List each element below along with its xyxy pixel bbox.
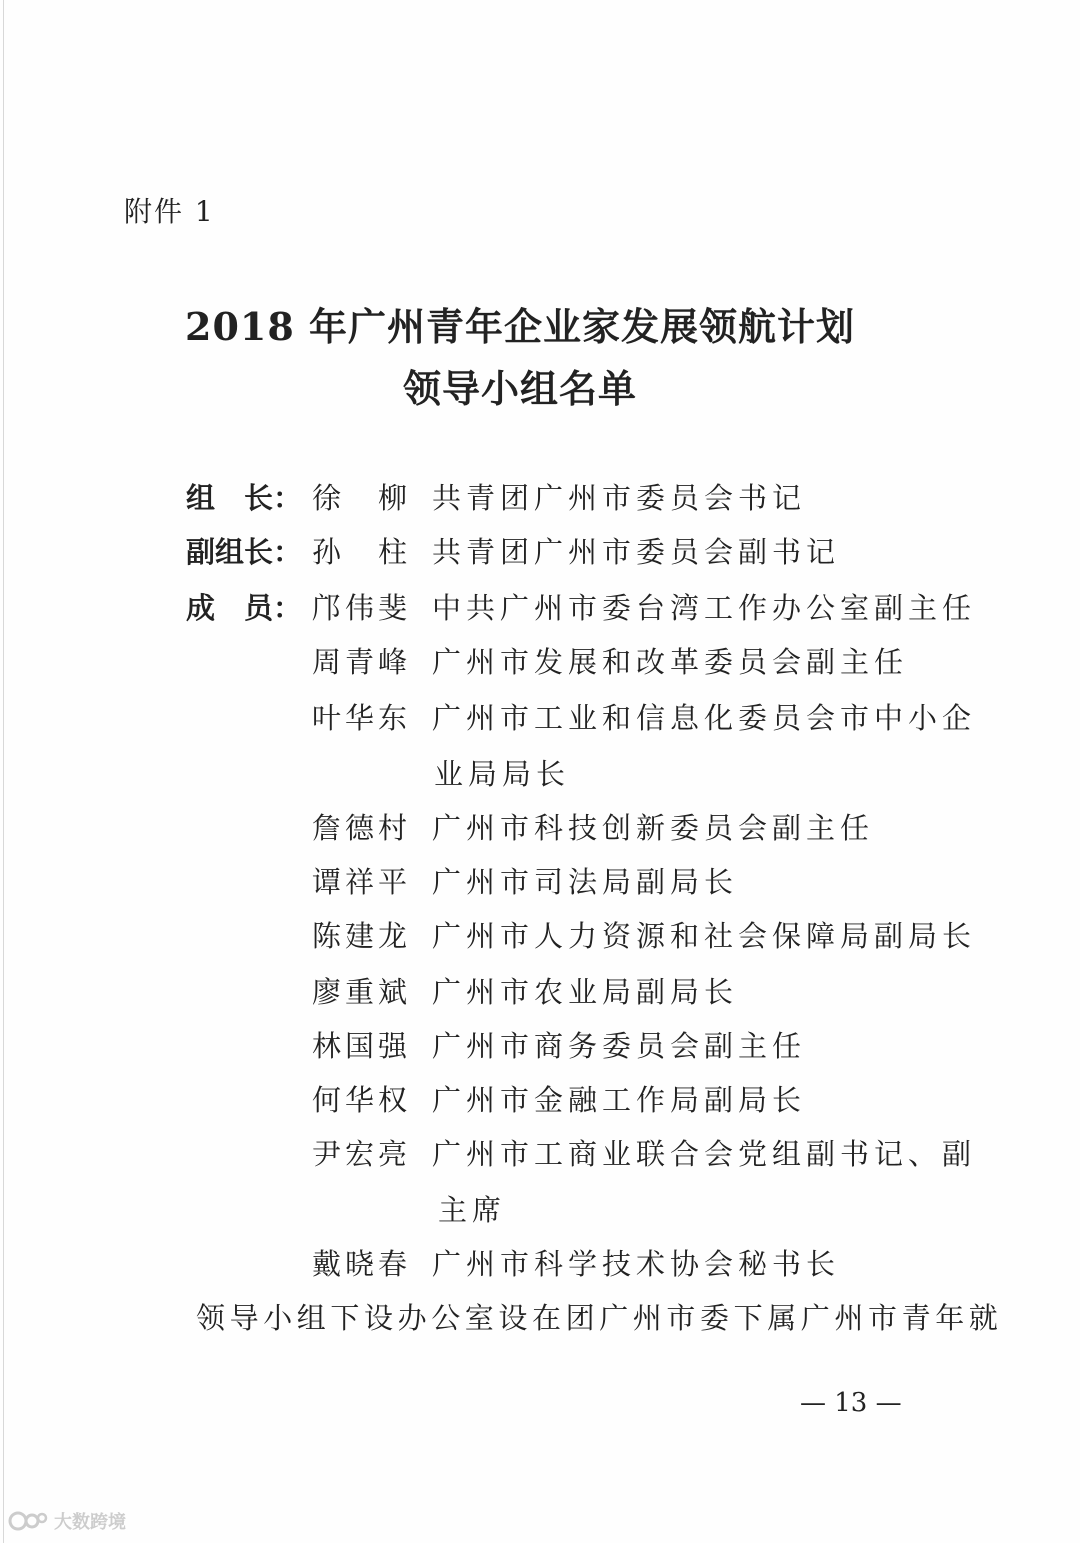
person-name: 孙 柱 bbox=[312, 535, 412, 569]
person-name: 何华权 bbox=[312, 1083, 412, 1117]
person-duty: 中共广州市委台湾工作办公室副主任 bbox=[432, 591, 977, 625]
person-name: 谭祥平 bbox=[312, 865, 412, 899]
person-duty: 广州市农业局副局长 bbox=[432, 975, 739, 1009]
person-duty-continuation: 主席 bbox=[438, 1193, 507, 1227]
person-duty: 广州市科技创新委员会副主任 bbox=[432, 811, 875, 845]
person-name: 詹德村 bbox=[312, 811, 412, 845]
person-name: 叶华东 bbox=[312, 701, 412, 735]
role-label: 组 长： bbox=[186, 481, 303, 515]
person-duty: 共青团广州市委员会副书记 bbox=[432, 535, 841, 569]
person-name: 廖重斌 bbox=[312, 975, 412, 1009]
role-label: 成 员： bbox=[186, 591, 303, 625]
person-duty: 广州市商务委员会副主任 bbox=[432, 1029, 807, 1063]
watermark bbox=[8, 1508, 126, 1534]
person-name: 周青峰 bbox=[312, 645, 412, 679]
page-number: — 13 — bbox=[800, 1388, 902, 1418]
scan-edge-line bbox=[3, 0, 4, 1543]
person-duty: 广州市发展和改革委员会副主任 bbox=[432, 645, 909, 679]
person-duty: 广州市工商业联合会党组副书记、副 bbox=[432, 1137, 977, 1171]
person-duty: 广州市金融工作局副局长 bbox=[432, 1083, 807, 1117]
document-title-line-2: 领导小组名单 bbox=[402, 366, 637, 411]
person-duty: 广州市司法局副局长 bbox=[432, 865, 739, 899]
person-duty: 广州市人力资源和社会保障局副局长 bbox=[432, 919, 977, 953]
closing-paragraph: 领导小组下设办公室设在团广州市委下属广州市青年就 bbox=[196, 1301, 1003, 1335]
person-duty: 共青团广州市委员会书记 bbox=[432, 481, 807, 515]
watermark-logo-icon bbox=[8, 1508, 48, 1534]
person-name: 陈建龙 bbox=[312, 919, 412, 953]
watermark-text: 大数跨境 bbox=[54, 1512, 126, 1533]
person-name: 林国强 bbox=[312, 1029, 412, 1063]
person-name: 尹宏亮 bbox=[312, 1137, 412, 1171]
person-duty-continuation: 业局局长 bbox=[434, 757, 571, 791]
person-duty: 广州市工业和信息化委员会市中小企 bbox=[432, 701, 977, 735]
attachment-label: 附件 1 bbox=[124, 195, 215, 228]
role-label: 副组长： bbox=[186, 535, 303, 569]
person-name: 徐 柳 bbox=[312, 481, 412, 515]
document-title-line-1: 2018 年广州青年企业家发展领航计划 bbox=[185, 304, 855, 349]
person-name: 邝伟斐 bbox=[312, 591, 412, 625]
person-duty: 广州市科学技术协会秘书长 bbox=[432, 1247, 841, 1281]
person-name: 戴晓春 bbox=[312, 1247, 412, 1281]
